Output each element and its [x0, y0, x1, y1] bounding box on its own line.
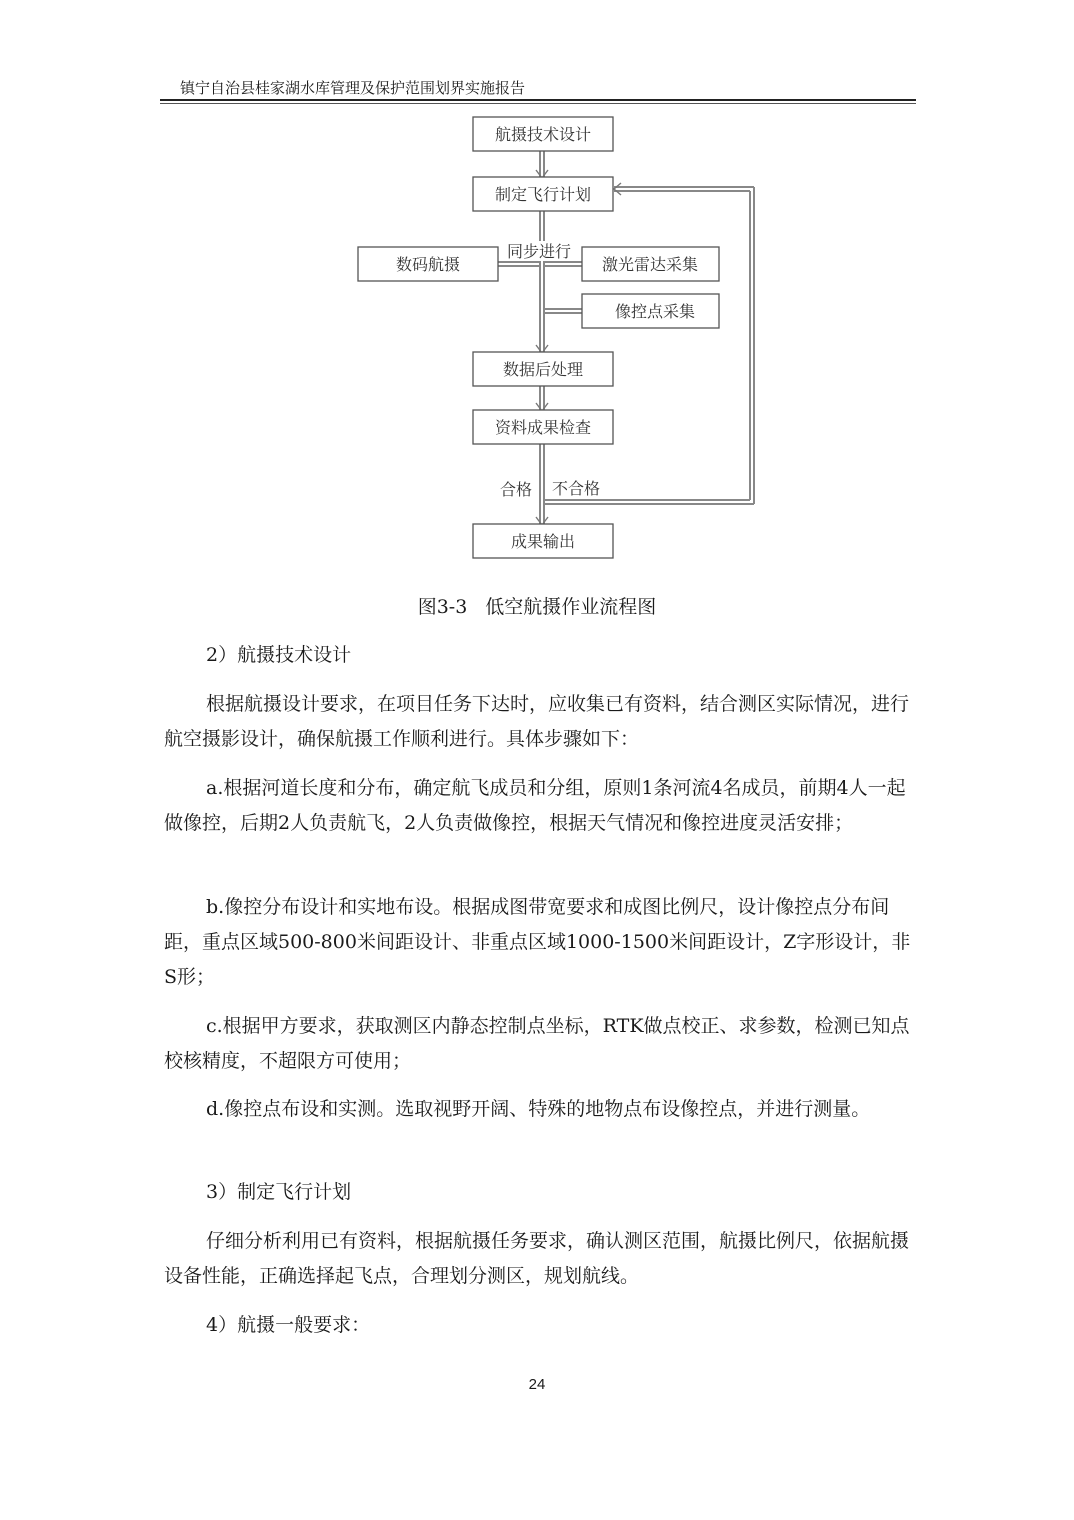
flowchart: [0, 0, 1074, 580]
section-heading-2: 2）航摄技术设计: [206, 644, 352, 666]
box-lidar-label: 激光雷达采集: [601, 255, 699, 274]
page-number: 24: [528, 1376, 546, 1393]
paragraph-step-b: b.像控分布设计和实地布设。根据成图带宽要求和成图比例尺，设计像控点分布间距，重点区域500-800米间距设计、非重点区域1000-1500米间距设计，Z字形设计，非S形；: [164, 896, 911, 988]
figure-number: 图3-3: [417, 596, 468, 618]
box-plan-label: 制定飞行计划: [494, 185, 592, 204]
box-postprocess-label: 数据后处理: [502, 360, 584, 379]
figure-title: 低空航摄作业流程图: [485, 596, 657, 618]
paragraph-step-c: c.根据甲方要求，获取测区内静态控制点坐标，RTK做点校正、求参数，检测已知点校核精度，不超限方可使用；: [164, 1015, 910, 1072]
paragraph-step-d: d.像控点布设和实测。选取视野开阔、特殊的地物点布设像控点，并进行测量。: [206, 1098, 871, 1120]
box-output-label: 成果输出: [510, 532, 576, 551]
sync-label: 同步进行: [506, 242, 572, 261]
pass-label: 合格: [499, 480, 533, 499]
section-heading-3: 3）制定飞行计划: [206, 1181, 352, 1203]
box-inspect-label: 资料成果检查: [494, 418, 592, 437]
section-heading-4: 4）航摄一般要求：: [206, 1314, 371, 1336]
paragraph-design-intro: 根据航摄设计要求，在项目任务下达时，应收集已有资料，结合测区实际情况，进行航空摄影设计，确保航摄工作顺利进行。具体步骤如下：: [164, 693, 910, 750]
figure-caption: [0, 592, 1074, 619]
box-design-label: 航摄技术设计: [494, 125, 592, 144]
box-control-label: 像控点采集: [614, 302, 696, 321]
paragraph-flight-plan: 仔细分析利用已有资料，根据航摄任务要求，确认测区范围，航摄比例尺，依据航摄设备性能，正确选择起飞点，合理划分测区，规划航线。: [164, 1230, 910, 1287]
fail-label: 不合格: [551, 479, 601, 498]
running-header: 镇宁自治县桂家湖水库管理及保护范围划界实施报告: [180, 79, 526, 97]
box-digital-label: 数码航摄: [395, 255, 461, 274]
paragraph-step-a: a.根据河道长度和分布，确定航飞成员和分组，原则1条河流4名成员，前期4人一起做像控，后期2人负责航飞，2人负责做像控，根据天气情况和像控进度灵活安排；: [164, 777, 906, 834]
